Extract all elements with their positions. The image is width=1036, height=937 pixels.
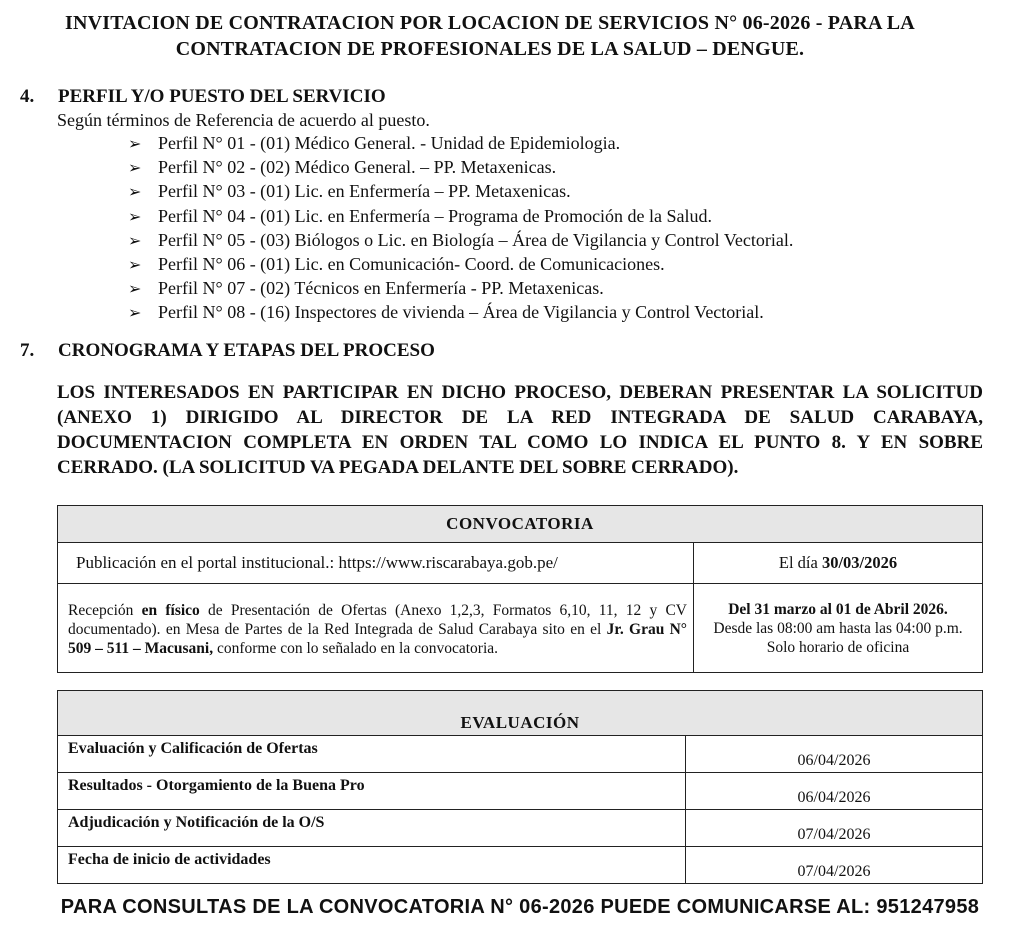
table-row [58, 847, 983, 884]
list-item [128, 228, 793, 252]
evaluacion-table [57, 690, 983, 884]
document-title [40, 10, 940, 62]
publication-date: 30/03/2026 [821, 553, 898, 572]
reception-description [58, 584, 694, 673]
reception-text-e: conforme con lo señalado en la convocatoria. [213, 639, 499, 657]
list-item [128, 300, 793, 324]
section-7-title: CRONOGRAMA Y ETAPAS DEL PROCESO [58, 340, 435, 361]
evaluation-date: 06/04/2026 [686, 736, 983, 773]
arrow-bullet-icon: ➢ [128, 160, 142, 178]
list-item [128, 155, 793, 179]
evaluation-date: 07/04/2026 [686, 810, 983, 847]
publication-label [58, 543, 694, 584]
reception-text-a: Recepción [68, 601, 142, 619]
profile-text: Perfil N° 01 - (01) Médico General. - Unidad de Epidemiologia. [158, 133, 621, 153]
reception-range: Del 31 marzo al 01 de Abril 2026. [728, 600, 948, 618]
publication-text: Publicación en el portal institucional.: https://www.riscarabaya.gob.pe/ [76, 553, 558, 572]
list-item [128, 252, 793, 276]
list-item [128, 276, 793, 300]
list-item [128, 179, 793, 203]
evaluation-date: 07/04/2026 [686, 847, 983, 884]
table-row [58, 773, 983, 810]
arrow-bullet-icon: ➢ [128, 136, 142, 153]
section-4-number: 4. [20, 86, 35, 107]
evaluation-stage: Evaluación y Calificación de Ofertas [58, 736, 686, 773]
evaluacion-header-label: EVALUACIÓN [460, 713, 580, 732]
table-row [58, 584, 983, 673]
profile-text: Perfil N° 04 - (01) Lic. en Enfermería – Programa de Promoción de la Salud. [158, 205, 713, 226]
contact-footer: PARA CONSULTAS DE LA CONVOCATORIA N° 06-2026 PUEDE COMUNICARSE AL: 951247958 [60, 896, 980, 918]
publication-date-cell [694, 543, 983, 584]
list-item [128, 131, 793, 155]
arrow-bullet-icon: ➢ [128, 232, 142, 250]
table-row [58, 736, 983, 773]
profile-text: Perfil N° 05 - (03) Biólogos o Lic. en Biología – Área de Vigilancia y Control Vectorial. [158, 229, 794, 250]
list-item [128, 204, 793, 228]
section-4-title: PERFIL Y/O PUESTO DEL SERVICIO [58, 86, 386, 107]
reception-hours: Desde las 08:00 am hasta las 04:00 p.m. [713, 619, 963, 637]
reception-office-hours: Solo horario de oficina [766, 638, 910, 656]
reception-address: Jr. Grau N° 509 – 511 – Macusani, [68, 620, 688, 657]
profile-text: Perfil N° 07 - (02) Técnicos en Enfermería - PP. Metaxenicas. [158, 278, 604, 299]
section-7-number: 7. [20, 340, 35, 361]
arrow-bullet-icon: ➢ [128, 184, 142, 202]
evaluation-date: 06/04/2026 [686, 773, 983, 810]
convocatoria-table [57, 505, 983, 673]
section-4-intro: Según términos de Referencia de acuerdo al puesto. [57, 110, 430, 130]
publication-date-prefix: El día [778, 553, 822, 572]
table-row [58, 543, 983, 584]
reception-schedule [694, 584, 983, 673]
profile-text: Perfil N° 03 - (01) Lic. en Enfermería – PP. Metaxenicas. [158, 181, 571, 202]
convocatoria-header [58, 506, 983, 543]
reception-text-c: de Presentación de Ofertas (Anexo 1,2,3, Formatos 6,10, 11, 12 y CV documentado). en Mesa de Partes de la Red Integrada de Salud Carabaya sito en el [68, 601, 687, 638]
submission-notice: LOS INTERESADOS EN PARTICIPAR EN DICHO PROCESO, DEBERAN PRESENTAR LA SOLICITUD (ANEXO 1) DIRIGIDO AL DIRECTOR DE LA RED INTEGRADA DE SALUD CARABAYA, DOCUMENTACION COMPLETA EN ORDEN TAL COMO LO INDICA EL PUNTO 8. Y EN SOBRE CERRADO. (LA SOLICITUD VA PEGADA DELANTE DEL SOBRE CERRADO). [57, 382, 983, 478]
title-line-2: CONTRATACION DE PROFESIONALES DE LA SALUD – DENGUE. [175, 38, 805, 60]
arrow-bullet-icon: ➢ [128, 305, 142, 323]
profile-text: Perfil N° 08 - (16) Inspectores de vivienda – Área de Vigilancia y Control Vectorial. [158, 302, 764, 323]
convocatoria-header-label: CONVOCATORIA [446, 514, 594, 533]
evaluacion-header [58, 691, 983, 736]
arrow-bullet-icon: ➢ [128, 208, 142, 226]
title-line-1: INVITACION DE CONTRATACION POR LOCACION DE SERVICIOS N° 06-2026 - PARA LA [65, 12, 915, 34]
evaluation-stage: Fecha de inicio de actividades [58, 847, 686, 884]
profile-text: Perfil N° 06 - (01) Lic. en Comunicación- Coord. de Comunicaciones. [158, 253, 665, 274]
evaluation-stage: Resultados - Otorgamiento de la Buena Pro [58, 773, 686, 810]
reception-text-b: en físico [141, 601, 200, 619]
arrow-bullet-icon: ➢ [128, 256, 142, 274]
profile-text: Perfil N° 02 - (02) Médico General. – PP. Metaxenicas. [158, 157, 557, 178]
profile-list [128, 131, 793, 325]
evaluation-stage: Adjudicación y Notificación de la O/S [58, 810, 686, 847]
table-row [58, 810, 983, 847]
arrow-bullet-icon: ➢ [128, 281, 142, 299]
